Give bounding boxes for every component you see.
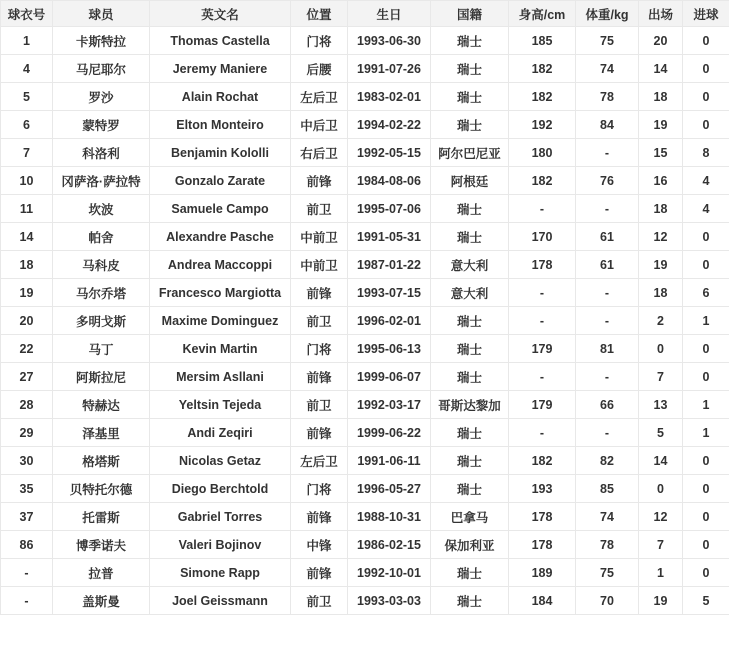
- table-row: [1, 419, 729, 447]
- cell-english-name: Yeltsin Tejeda: [150, 391, 291, 419]
- table-row: [1, 55, 729, 83]
- cell-goals: 0: [683, 447, 729, 475]
- table-row: [1, 559, 729, 587]
- cell-goals: 0: [683, 503, 729, 531]
- table-row: [1, 27, 729, 55]
- cell-jersey-number: 30: [1, 447, 53, 475]
- cell-position: 前锋: [291, 419, 348, 447]
- cell-position: 门将: [291, 475, 348, 503]
- table-row: [1, 531, 729, 559]
- cell-position: 前锋: [291, 559, 348, 587]
- cell-player-name: 帕舍: [53, 223, 150, 251]
- cell-english-name: Andi Zeqiri: [150, 419, 291, 447]
- cell-height: -: [509, 363, 576, 391]
- cell-jersey-number: -: [1, 559, 53, 587]
- cell-birthday: 1992-10-01: [348, 559, 431, 587]
- cell-height: 185: [509, 27, 576, 55]
- cell-weight: 76: [576, 167, 639, 195]
- table-row: [1, 111, 729, 139]
- cell-nationality: 巴拿马: [431, 503, 509, 531]
- cell-goals: 0: [683, 251, 729, 279]
- column-header-appearances: 出场: [639, 1, 683, 27]
- cell-jersey-number: 18: [1, 251, 53, 279]
- table-row: [1, 279, 729, 307]
- cell-weight: 66: [576, 391, 639, 419]
- cell-height: 182: [509, 167, 576, 195]
- cell-english-name: Samuele Campo: [150, 195, 291, 223]
- table-row: [1, 307, 729, 335]
- cell-english-name: Mersim Asllani: [150, 363, 291, 391]
- cell-birthday: 1983-02-01: [348, 83, 431, 111]
- cell-player-name: 科洛利: [53, 139, 150, 167]
- cell-position: 门将: [291, 27, 348, 55]
- column-header-weight: 体重/kg: [576, 1, 639, 27]
- table-row: [1, 139, 729, 167]
- cell-appearances: 19: [639, 587, 683, 615]
- cell-player-name: 托雷斯: [53, 503, 150, 531]
- cell-birthday: 1996-02-01: [348, 307, 431, 335]
- cell-weight: 82: [576, 447, 639, 475]
- cell-nationality: 意大利: [431, 279, 509, 307]
- column-header-jersey-number: 球衣号: [1, 1, 53, 27]
- cell-goals: 5: [683, 587, 729, 615]
- cell-position: 前卫: [291, 307, 348, 335]
- cell-player-name: 蒙特罗: [53, 111, 150, 139]
- cell-english-name: Nicolas Getaz: [150, 447, 291, 475]
- column-header-position: 位置: [291, 1, 348, 27]
- cell-position: 前卫: [291, 391, 348, 419]
- cell-weight: 78: [576, 83, 639, 111]
- cell-appearances: 7: [639, 363, 683, 391]
- cell-player-name: 马科皮: [53, 251, 150, 279]
- cell-birthday: 1991-05-31: [348, 223, 431, 251]
- cell-appearances: 16: [639, 167, 683, 195]
- cell-weight: 74: [576, 503, 639, 531]
- column-header-height: 身高/cm: [509, 1, 576, 27]
- cell-weight: 74: [576, 55, 639, 83]
- column-header-english-name: 英文名: [150, 1, 291, 27]
- cell-position: 右后卫: [291, 139, 348, 167]
- cell-weight: 81: [576, 335, 639, 363]
- cell-birthday: 1992-05-15: [348, 139, 431, 167]
- cell-birthday: 1991-07-26: [348, 55, 431, 83]
- cell-weight: 84: [576, 111, 639, 139]
- cell-birthday: 1993-07-15: [348, 279, 431, 307]
- cell-english-name: Elton Monteiro: [150, 111, 291, 139]
- cell-goals: 1: [683, 419, 729, 447]
- cell-position: 前锋: [291, 503, 348, 531]
- cell-birthday: 1993-03-03: [348, 587, 431, 615]
- cell-player-name: 博季诺夫: [53, 531, 150, 559]
- cell-english-name: Kevin Martin: [150, 335, 291, 363]
- cell-jersey-number: 19: [1, 279, 53, 307]
- cell-weight: 61: [576, 251, 639, 279]
- cell-jersey-number: 5: [1, 83, 53, 111]
- column-header-birthday: 生日: [348, 1, 431, 27]
- cell-height: -: [509, 307, 576, 335]
- cell-nationality: 瑞士: [431, 223, 509, 251]
- cell-appearances: 2: [639, 307, 683, 335]
- cell-goals: 0: [683, 83, 729, 111]
- cell-weight: 85: [576, 475, 639, 503]
- cell-birthday: 1991-06-11: [348, 447, 431, 475]
- cell-appearances: 18: [639, 195, 683, 223]
- cell-height: 193: [509, 475, 576, 503]
- cell-nationality: 瑞士: [431, 447, 509, 475]
- cell-english-name: Diego Berchtold: [150, 475, 291, 503]
- cell-nationality: 瑞士: [431, 195, 509, 223]
- cell-height: 180: [509, 139, 576, 167]
- cell-goals: 8: [683, 139, 729, 167]
- cell-height: 179: [509, 335, 576, 363]
- cell-height: 182: [509, 83, 576, 111]
- cell-player-name: 拉普: [53, 559, 150, 587]
- cell-height: 184: [509, 587, 576, 615]
- cell-position: 前卫: [291, 587, 348, 615]
- cell-jersey-number: 20: [1, 307, 53, 335]
- cell-goals: 0: [683, 559, 729, 587]
- cell-goals: 1: [683, 391, 729, 419]
- cell-jersey-number: 7: [1, 139, 53, 167]
- cell-position: 左后卫: [291, 447, 348, 475]
- cell-nationality: 瑞士: [431, 27, 509, 55]
- cell-english-name: Benjamin Kololli: [150, 139, 291, 167]
- cell-player-name: 阿斯拉尼: [53, 363, 150, 391]
- cell-position: 前锋: [291, 167, 348, 195]
- cell-goals: 6: [683, 279, 729, 307]
- table-row: [1, 223, 729, 251]
- cell-jersey-number: 28: [1, 391, 53, 419]
- cell-birthday: 1994-02-22: [348, 111, 431, 139]
- table-row: [1, 447, 729, 475]
- cell-player-name: 冈萨洛·萨拉特: [53, 167, 150, 195]
- cell-height: -: [509, 279, 576, 307]
- cell-weight: -: [576, 139, 639, 167]
- cell-player-name: 罗沙: [53, 83, 150, 111]
- cell-jersey-number: 27: [1, 363, 53, 391]
- cell-position: 中后卫: [291, 111, 348, 139]
- cell-appearances: 12: [639, 503, 683, 531]
- cell-appearances: 18: [639, 83, 683, 111]
- cell-jersey-number: 35: [1, 475, 53, 503]
- table-row: [1, 335, 729, 363]
- cell-player-name: 马丁: [53, 335, 150, 363]
- cell-birthday: 1999-06-22: [348, 419, 431, 447]
- cell-weight: 75: [576, 559, 639, 587]
- cell-goals: 4: [683, 167, 729, 195]
- cell-nationality: 保加利亚: [431, 531, 509, 559]
- cell-birthday: 1995-07-06: [348, 195, 431, 223]
- cell-player-name: 盖斯曼: [53, 587, 150, 615]
- cell-jersey-number: 1: [1, 27, 53, 55]
- cell-nationality: 阿根廷: [431, 167, 509, 195]
- cell-english-name: Andrea Maccoppi: [150, 251, 291, 279]
- cell-weight: 75: [576, 27, 639, 55]
- cell-birthday: 1995-06-13: [348, 335, 431, 363]
- cell-height: 189: [509, 559, 576, 587]
- table-row: [1, 83, 729, 111]
- cell-height: 192: [509, 111, 576, 139]
- cell-appearances: 1: [639, 559, 683, 587]
- cell-jersey-number: 14: [1, 223, 53, 251]
- cell-weight: -: [576, 363, 639, 391]
- column-header-player-name: 球员: [53, 1, 150, 27]
- cell-jersey-number: 22: [1, 335, 53, 363]
- cell-position: 中前卫: [291, 223, 348, 251]
- cell-position: 后腰: [291, 55, 348, 83]
- cell-nationality: 阿尔巴尼亚: [431, 139, 509, 167]
- cell-english-name: Thomas Castella: [150, 27, 291, 55]
- cell-player-name: 格塔斯: [53, 447, 150, 475]
- cell-player-name: 卡斯特拉: [53, 27, 150, 55]
- cell-jersey-number: -: [1, 587, 53, 615]
- cell-goals: 0: [683, 363, 729, 391]
- cell-jersey-number: 6: [1, 111, 53, 139]
- cell-jersey-number: 10: [1, 167, 53, 195]
- cell-goals: 0: [683, 335, 729, 363]
- cell-height: -: [509, 419, 576, 447]
- cell-goals: 0: [683, 531, 729, 559]
- cell-player-name: 特赫达: [53, 391, 150, 419]
- table-body: [1, 27, 729, 615]
- cell-weight: -: [576, 195, 639, 223]
- cell-player-name: 泽基里: [53, 419, 150, 447]
- cell-english-name: Simone Rapp: [150, 559, 291, 587]
- cell-weight: -: [576, 279, 639, 307]
- cell-appearances: 5: [639, 419, 683, 447]
- column-header-nationality: 国籍: [431, 1, 509, 27]
- cell-weight: -: [576, 307, 639, 335]
- cell-appearances: 14: [639, 55, 683, 83]
- cell-goals: 0: [683, 55, 729, 83]
- cell-nationality: 瑞士: [431, 55, 509, 83]
- cell-english-name: Maxime Dominguez: [150, 307, 291, 335]
- cell-birthday: 1992-03-17: [348, 391, 431, 419]
- cell-jersey-number: 37: [1, 503, 53, 531]
- cell-english-name: Francesco Margiotta: [150, 279, 291, 307]
- cell-english-name: Gonzalo Zarate: [150, 167, 291, 195]
- cell-appearances: 14: [639, 447, 683, 475]
- cell-goals: 0: [683, 27, 729, 55]
- cell-weight: 70: [576, 587, 639, 615]
- cell-player-name: 马尼耶尔: [53, 55, 150, 83]
- cell-height: 178: [509, 503, 576, 531]
- table-row: [1, 363, 729, 391]
- column-header-goals: 进球: [683, 1, 729, 27]
- cell-english-name: Valeri Bojinov: [150, 531, 291, 559]
- cell-nationality: 瑞士: [431, 475, 509, 503]
- table-row: [1, 503, 729, 531]
- cell-weight: -: [576, 419, 639, 447]
- table-row: [1, 167, 729, 195]
- cell-jersey-number: 86: [1, 531, 53, 559]
- cell-goals: 0: [683, 111, 729, 139]
- cell-nationality: 意大利: [431, 251, 509, 279]
- cell-goals: 4: [683, 195, 729, 223]
- cell-player-name: 坎波: [53, 195, 150, 223]
- cell-birthday: 1986-02-15: [348, 531, 431, 559]
- cell-height: 170: [509, 223, 576, 251]
- cell-appearances: 7: [639, 531, 683, 559]
- cell-appearances: 0: [639, 475, 683, 503]
- table-row: [1, 391, 729, 419]
- cell-english-name: Jeremy Maniere: [150, 55, 291, 83]
- cell-nationality: 瑞士: [431, 111, 509, 139]
- cell-birthday: 1993-06-30: [348, 27, 431, 55]
- cell-player-name: 多明戈斯: [53, 307, 150, 335]
- cell-birthday: 1987-01-22: [348, 251, 431, 279]
- cell-height: 178: [509, 251, 576, 279]
- cell-nationality: 瑞士: [431, 419, 509, 447]
- cell-english-name: Joel Geissmann: [150, 587, 291, 615]
- cell-appearances: 19: [639, 251, 683, 279]
- cell-nationality: 瑞士: [431, 335, 509, 363]
- cell-appearances: 12: [639, 223, 683, 251]
- cell-goals: 0: [683, 475, 729, 503]
- cell-appearances: 20: [639, 27, 683, 55]
- cell-height: 182: [509, 55, 576, 83]
- cell-position: 中锋: [291, 531, 348, 559]
- cell-birthday: 1996-05-27: [348, 475, 431, 503]
- cell-appearances: 13: [639, 391, 683, 419]
- cell-player-name: 贝特托尔德: [53, 475, 150, 503]
- cell-english-name: Alexandre Pasche: [150, 223, 291, 251]
- cell-position: 门将: [291, 335, 348, 363]
- table-row: [1, 587, 729, 615]
- table-row: [1, 195, 729, 223]
- cell-birthday: 1999-06-07: [348, 363, 431, 391]
- cell-appearances: 15: [639, 139, 683, 167]
- cell-english-name: Gabriel Torres: [150, 503, 291, 531]
- cell-english-name: Alain Rochat: [150, 83, 291, 111]
- cell-nationality: 瑞士: [431, 307, 509, 335]
- cell-player-name: 马尔乔塔: [53, 279, 150, 307]
- cell-nationality: 哥斯达黎加: [431, 391, 509, 419]
- cell-goals: 0: [683, 223, 729, 251]
- cell-weight: 61: [576, 223, 639, 251]
- table-row: [1, 251, 729, 279]
- cell-appearances: 18: [639, 279, 683, 307]
- cell-height: 179: [509, 391, 576, 419]
- cell-nationality: 瑞士: [431, 363, 509, 391]
- cell-position: 左后卫: [291, 83, 348, 111]
- cell-birthday: 1984-08-06: [348, 167, 431, 195]
- cell-appearances: 0: [639, 335, 683, 363]
- cell-jersey-number: 4: [1, 55, 53, 83]
- cell-nationality: 瑞士: [431, 83, 509, 111]
- cell-height: -: [509, 195, 576, 223]
- header-row: [1, 1, 729, 27]
- cell-jersey-number: 29: [1, 419, 53, 447]
- cell-appearances: 19: [639, 111, 683, 139]
- cell-nationality: 瑞士: [431, 559, 509, 587]
- cell-height: 182: [509, 447, 576, 475]
- cell-position: 前锋: [291, 279, 348, 307]
- cell-position: 前锋: [291, 363, 348, 391]
- cell-goals: 1: [683, 307, 729, 335]
- cell-nationality: 瑞士: [431, 587, 509, 615]
- cell-jersey-number: 11: [1, 195, 53, 223]
- cell-position: 前卫: [291, 195, 348, 223]
- table-header: [1, 1, 729, 27]
- cell-height: 178: [509, 531, 576, 559]
- cell-weight: 78: [576, 531, 639, 559]
- cell-position: 中前卫: [291, 251, 348, 279]
- cell-birthday: 1988-10-31: [348, 503, 431, 531]
- table-row: [1, 475, 729, 503]
